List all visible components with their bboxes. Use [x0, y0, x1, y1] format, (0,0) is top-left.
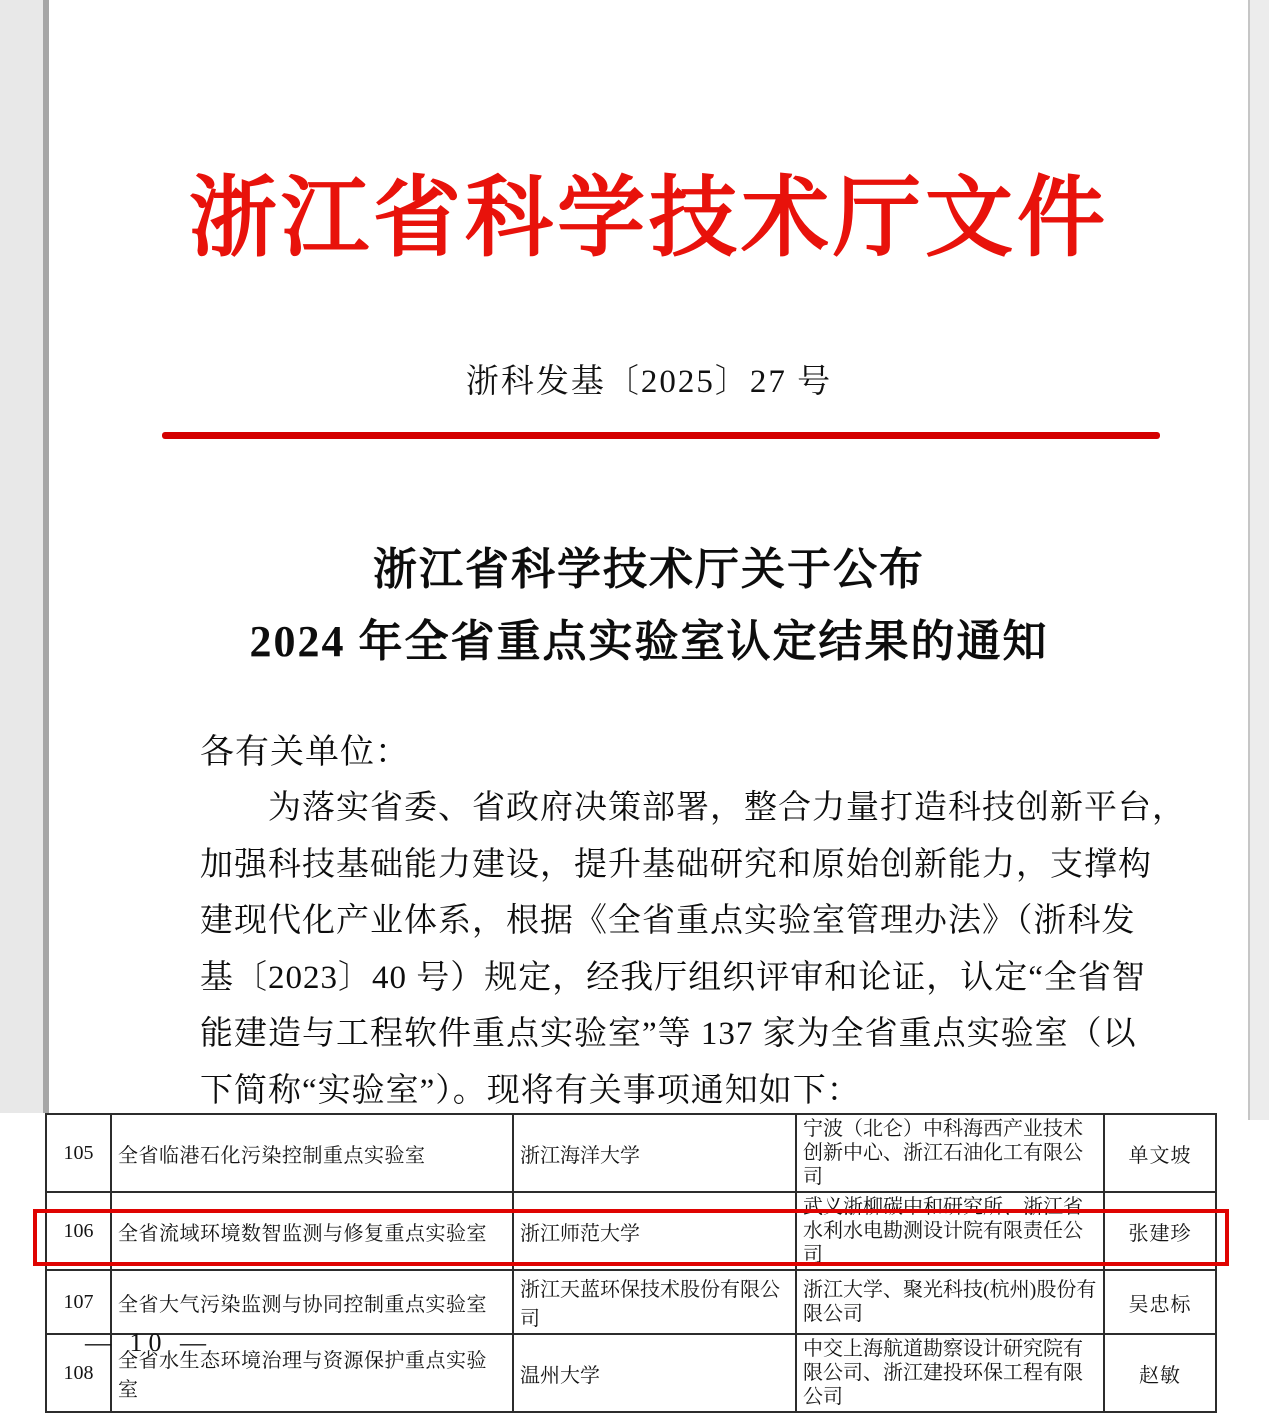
document-number: 浙科发基〔2025〕27 号: [465, 364, 833, 400]
scan-right-margin: [1248, 0, 1269, 1120]
cell-partner-units: 宁波（北仑）中科海西产业技术创新中心、浙江石油化工有限公司: [796, 1114, 1104, 1192]
body-line: 基〔2023〕40 号）规定，经我厅组织评审和论证，认定“全省智: [200, 959, 1146, 996]
salutation: 各有关单位：: [200, 734, 410, 771]
notice-title-line1: 浙江省科学技术厅关于公布: [373, 545, 925, 594]
page-number: — 10 —: [85, 1328, 212, 1357]
letterhead-title: 浙江省科学技术厅文件: [188, 171, 1109, 268]
cell-lab-name: 全省临港石化污染控制重点实验室: [111, 1114, 513, 1192]
notice-title-line2: 2024 年全省重点实验室认定结果的通知: [249, 617, 1049, 666]
cell-lab-name: 全省水生态环境治理与资源保护重点实验室: [111, 1334, 513, 1412]
cell-director-name: 张建珍: [1104, 1192, 1216, 1270]
cell-host-unit: 浙江天蓝环保技术股份有限公司: [513, 1270, 796, 1334]
cell-partner-units: 中交上海航道勘察设计研究院有限公司、浙江建投环保工程有限公司: [796, 1334, 1104, 1412]
cell-partner-units: 浙江大学、聚光科技(杭州)股份有限公司: [796, 1270, 1104, 1334]
body-paragraph: [200, 780, 1186, 1119]
table-row: [46, 1192, 1216, 1270]
cell-host-unit: 温州大学: [513, 1334, 796, 1412]
cell-row-number: 105: [46, 1114, 111, 1192]
body-line: 加强科技基础能力建设，提升基础研究和原始创新能力，支撑构: [200, 846, 1152, 883]
body-line: 为落实省委、省政府决策部署，整合力量打造科技创新平台，: [268, 790, 1186, 826]
notice-title: [50, 534, 1248, 678]
table-row: [46, 1114, 1216, 1192]
cell-lab-name: 全省大气污染监测与协同控制重点实验室: [111, 1270, 513, 1334]
cell-row-number: 106: [46, 1192, 111, 1270]
cell-row-number: 107: [46, 1270, 111, 1334]
cell-row-number: 108: [46, 1334, 111, 1412]
body-line: 能建造与工程软件重点实验室”等 137 家为全省重点实验室（以: [200, 1016, 1137, 1052]
lab-results-table: [45, 1113, 1217, 1413]
cell-host-unit: 浙江师范大学: [513, 1192, 796, 1270]
cell-host-unit: 浙江海洋大学: [513, 1114, 796, 1192]
body-line: 下简称“实验室”）。现将有关事项通知如下：: [200, 1072, 861, 1109]
letterhead-red-rule: [162, 432, 1160, 439]
cell-partner-units: 武义浙柳碳中和研究所、浙江省水利水电勘测设计院有限责任公司: [796, 1192, 1104, 1270]
body-line: 建现代化产业体系，根据《全省重点实验室管理办法》（浙科发: [200, 903, 1136, 939]
scan-left-margin: [0, 0, 49, 1113]
table-row-highlighted: [46, 1270, 1216, 1334]
cell-director-name: 吴忠标: [1104, 1270, 1216, 1334]
cell-lab-name: 全省流域环境数智监测与修复重点实验室: [111, 1192, 513, 1270]
table-row: [46, 1334, 1216, 1412]
cell-director-name: 赵敏: [1104, 1334, 1216, 1412]
cell-director-name: 单文坡: [1104, 1114, 1216, 1192]
